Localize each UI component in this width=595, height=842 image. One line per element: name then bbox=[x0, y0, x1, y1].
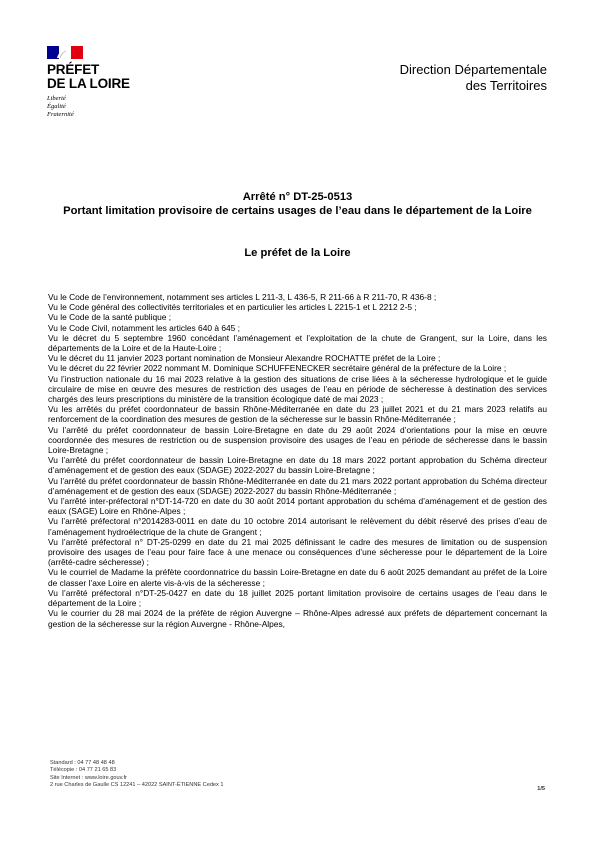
visa-item: Vu l’arrêté du préfet coordonnateur de bassin Rhône-Méditerranée en date du 21 mars 2022 portant approbation du Schéma directeur d’aménagement et de gestion des eaux (SDAGE) 2022-2027 du bassin Rhône-Méditerranée ; bbox=[48, 475, 547, 496]
arrete-number: Arrêté n° DT-25-0513 bbox=[242, 191, 353, 203]
visa-item: Vu le Code général des collectivités territoriales et en particulier les articles L 2215-1 et L 2212 2-5 ; bbox=[48, 302, 417, 313]
visa-item: Vu l’arrêté préfectoral n° DT-25-0299 en date du 21 mai 2025 définissant le cadre des mesures de limitation ou de suspension provisoire des usages de l’eau pour faire face à une menace ou conséquences d’une sécheresse pour le département de la Loire (arrêté-cadre sécheresse) ; bbox=[48, 536, 547, 568]
visa-item: Vu les arrêtés du préfet coordonnateur de bassin Rhône-Méditerranée en date du 23 juillet 2021 et du 21 mars 2023 relatifs au renforcement de la coordination des mesures de gestion de la sécheresse sur le bassin Rhône-Méditerranée ; bbox=[48, 404, 547, 425]
prefet-de-la-loire-wordmark: PRÉFET DE LA LOIRE bbox=[47, 62, 130, 91]
prefet-heading: Le préfet de la Loire bbox=[244, 247, 351, 259]
visa-item: Vu le décret du 11 janvier 2023 portant nomination de Monsieur Alexandre ROCHATTE préfet de la Loire ; bbox=[48, 353, 441, 364]
marianne-flag-icon bbox=[47, 46, 83, 59]
visa-item: Vu le Code de l’environnement, notamment ses articles L 211-3, L 436-5, R 211-66 à R 211-70, R 436-8 ; bbox=[48, 292, 437, 302]
visa-item: Vu le décret du 5 septembre 1960 concédant l’aménagement et l’exploitation de la chute de Grangent, sur la Loire, dans les départements de la Loire et de la Haute-Loire ; bbox=[48, 332, 547, 354]
republic-motto: Liberté Égalité Fraternité bbox=[47, 95, 74, 118]
prefecture-logo bbox=[47, 46, 147, 119]
visa-item: Vu le courriel de Madame la préfète coordonnatrice du bassin Loire-Bretagne en date du 6 août 2025 demandant au préfet de la Loire de classer l’axe Loire en alerte vis-à-vis de la sécheresse ; bbox=[48, 567, 547, 588]
arrete-title bbox=[48, 190, 547, 218]
visa-item: Vu le courrier du 28 mai 2024 de la préfète de région Auvergne – Rhône-Alpes adressé aux préfets de département concernant la gestion de la sécheresse sur la région Auvergne - Rhône-Alpes, bbox=[48, 608, 547, 629]
visa-item: Vu le décret du 22 février 2022 nommant M. Dominique SCHUFFENECKER secrétaire général de la préfecture de la Loire ; bbox=[48, 363, 507, 374]
footer-line: Site Internet : www.loire.gouv.fr bbox=[50, 774, 127, 781]
visa-item: Vu l’arrêté inter-préfectoral n°DT-14-720 en date du 30 août 2014 portant approbation du schéma d’aménagement et de gestion des eaux (SAGE) Loire en Rhône-Alpes ; bbox=[48, 496, 547, 517]
footer-line: Standard : 04 77 48 48 48 bbox=[50, 760, 115, 766]
footer-line: Télécopie : 04 77 21 65 83 bbox=[50, 767, 117, 774]
visas-list bbox=[48, 292, 547, 629]
visa-item: Vu l’arrêté préfectoral n°DT-25-0427 en date du 18 juillet 2025 portant limitation provisoire de certains usages de l’eau dans le département de la Loire ; bbox=[48, 587, 547, 609]
service-name: Direction Départementale des Territoires bbox=[399, 62, 547, 93]
footer-line: 2 rue Charles de Gaulle CS 12241 – 42022 SAINT-ÉTIENNE Cedex 1 bbox=[50, 782, 224, 789]
visa-item: Vu l’instruction nationale du 16 mai 2023 relative à la gestion des situations de crise liées à la sécheresse hydrologique et le guide circulaire de mise en œuvre des mesures de restriction des usages de l’eau en période de sécheresse à destination des services chargés des leurs prescriptions du ministère de la transition écologique daté de mai 2023 ; bbox=[48, 373, 547, 405]
page-number: 1/5 bbox=[537, 786, 545, 792]
visa-item: Vu le Code de la santé publique ; bbox=[48, 312, 172, 323]
visa-item: Vu l’arrêté préfectoral n°2014283-0011 en date du 10 octobre 2014 autorisant le relèvement du débit réservé des prises d’eau de l’aménagement hydroélectrique de la chute de Grangent ; bbox=[48, 516, 547, 537]
visa-item: Vu le Code Civil, notamment les articles 640 à 645 ; bbox=[48, 322, 240, 333]
visa-item: Vu l’arrêté du préfet coordonnateur de bassin Loire-Bretagne en date du 18 mars 2022 portant approbation du Schéma directeur d’aménagement et de gestion des eaux (SDAGE) 2022-2027 du bassin Loire-Bretagne ; bbox=[48, 455, 547, 476]
visa-item: Vu l’arrêté du préfet coordonnateur de bassin Loire-Bretagne en date du 29 août 2024 d’orientations pour la mise en œuvre coordonnée des mesures de restriction ou de suspension provisoire des usages de l’eau en période de sécheresse dans le bassin Loire-Bretagne ; bbox=[48, 424, 547, 456]
footer-contact bbox=[50, 760, 224, 790]
arrete-subject: Portant limitation provisoire de certains usages de l’eau dans le département de la Loire bbox=[63, 205, 532, 217]
